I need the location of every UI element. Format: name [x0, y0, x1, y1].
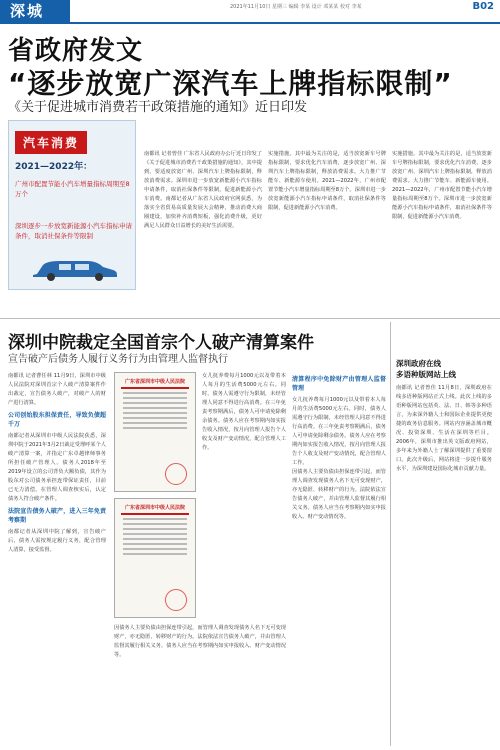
story2-headline: 深圳中院裁定全国首宗个人破产清算案件: [8, 333, 314, 353]
story2-column-3: 女儿抚养费每月1000元以及带着本人每月的生活费5000元左右。同时，债务人需遵守行为限制，未经管理人同意不得进行高消费。在三年免责考察期满后，债务人可申请免除剩余债务。债务人应在考察期内如实报告收入情况，按月向管理人报告个人收支及财产变动情况，配合管理人工作。: [202, 373, 286, 451]
lead-headline-1: 省政府发文: [8, 36, 144, 66]
court-document-image-1: [114, 372, 196, 492]
poster-title: 汽车消费: [15, 131, 87, 154]
masthead-rule: [0, 22, 500, 24]
story2-body-3: 女儿抚养费每月1000元以及带着本人每月的生活费5000元左右。同时，债务人需遵守行为限制，未经管理人同意不得进行高消费。在三年免责考察期满后，债务人可申请免除剩余债务。债务人应在考察期内如实报告收入情况，按月向管理人报告个人收支及财产变动情况，配合管理人工作。: [292, 397, 386, 466]
section-divider: [0, 318, 500, 319]
lead-subheadline: 《关于促进城市消费若干政策措施的通知》近日印发: [8, 100, 308, 115]
story2-body-2: 南都记者从深圳中院了解到，宣告破产后，债务人需按规定履行义务，配合管理人清算，接受监督。: [8, 529, 106, 553]
story2-subhead-2: 法院宣告债务人破产，进入三年免责考察期: [8, 508, 106, 524]
lead-headline-2: “逐步放宽广深汽车上牌指标限制”: [8, 67, 453, 100]
court-seal: [165, 463, 187, 485]
lead-column-2: 实施措施。其中最为关注的是，适当放宽新车号牌指标限制，要求优化汽车消费，逐步放宽广州、深圳汽车上牌指标限制，释放消费需求。大力推广节能车、新能源车使用。2021—2022年，广州市配置节能小汽车增量指标周期至8万个。深圳市进一步放宽新能源小汽车指标申请条件，取消社保条件等限制，促进新能源小汽车消费。: [268, 151, 386, 211]
page-number: B02: [472, 1, 494, 12]
document-header: 广东省深圳市中级人民法院: [124, 379, 185, 385]
story2-column-4: [292, 372, 386, 744]
masthead: [0, 0, 500, 22]
dateline: 2021年11月10日 星期三 编辑 李某 设计 邓某某 校对 李某: [230, 4, 362, 10]
lead-column-3: 实施措施。其中最为关注的是，适当放宽新车号牌指标限制，要求优化汽车消费，逐步放宽广州、深圳汽车上牌指标限制，释放消费需求。大力推广节能车、新能源车使用。2021—2022年，广州市配置节能小汽车增量指标周期至8万个。深圳市进一步放宽新能源小汽车指标申请条件，取消社保条件等限制，促进新能源小汽车消费。: [392, 151, 492, 220]
story2-subhead-3: 清算程序中免除财产由管理人监督管理: [292, 376, 386, 392]
story2-subheadline: 宣告破产后债务人履行义务行为由管理人监督执行: [8, 354, 228, 365]
story2-body-1: 南都记者从深圳市中级人民法院获悉，深圳中院于2021年3月2日裁定受理呼某个人破产清算一案，并指定广东卓越律师事务所担任破产管理人。债务人2018年至2019年设立的公司背负大额负债，其作为股东对公司债务承担连带保证责任，目前已无力清偿。在管理人调查核实后，认定债务人符合破产条件。: [8, 433, 106, 502]
court-document-image-2: [114, 498, 196, 618]
sidebar-headline-1: 深圳政府在线: [396, 359, 441, 368]
sidebar-body: 南都讯 记者曾佳 11月8日，深圳政府在线多语种版网站正式上线。此次上线的多语种版网站包括英、法、日、韩等多种语言，为来深外籍人士和国际企业提供更便捷的政务信息服务。网站内容涵盖城市概况、投资深圳、生活在深圳等栏目。2006年，深圳市推出英文版政府网站，多年来为外籍人士了解深圳提供了重要窗口。此次升级后，网站将进一步提升服务水平，为深圳建设国际化城市贡献力量。: [396, 385, 492, 472]
poster-item-2: 深圳逐步一步放宽新能源小汽车指标申请条件，取消社保条件等限制: [15, 222, 132, 240]
court-seal: [165, 589, 187, 611]
car-consumption-graphic: [8, 120, 136, 290]
lead-column-1: 南都讯 记者曾佳 广东省人民政府办公厅近日印发了《关于促进城市消费若干政策措施的通知》，其中提到，要适度放宽广州、深圳汽车上牌指标限制，释放消费需求。深圳市进一步放宽新能源小汽车指标申请条件，取消社保条件等限制，促进新能源小汽车消费。南都记者从广东省人民政府官网获悉，为落实全省贸易高质量发展大会精神，推动消费大商圈建设，加快补齐消费短板，强化消费升级，更好满足人民群众日益增长的美好生活需要。: [144, 151, 262, 229]
sidebar-headline-2: 多语种版网站上线: [396, 370, 456, 379]
section-tag: 深城: [0, 0, 70, 22]
story2-subhead-1: 公司创始股东担保责任，导致负债超千万: [8, 412, 106, 428]
column-divider: [390, 322, 391, 746]
document-header: 广东省深圳市中级人民法院: [124, 505, 185, 511]
story2-column-1: [8, 372, 106, 744]
car-icon: [29, 256, 119, 282]
story2-intro: 南都讯 记者曹任林 11月9日，深圳市中级人民法院对深圳首宗个人破产清算案件作出裁定，宣告债务人破产，对破产人的财产进行清算。: [8, 373, 106, 406]
poster-year: 2021—2022年：: [15, 162, 93, 172]
poster-item-1: 广州市配置节能小汽车增量指标周期至8万个: [15, 180, 130, 198]
story2-body-4: 因债务人主要负债由担保连带引起，而管理人调查发现债务人名下无可变现财产，亦无隐匿、转移财产的行为。法院依法宣告债务人破产，并由管理人监督其履行相关义务。债务人应当在考察期内如实申报收入、财产变动情况等。: [292, 469, 386, 520]
story2-column-2: 因债务人主要负债由担保连带引起，而管理人调查发现债务人名下无可变现财产，亦无隐匿、转移财产的行为。法院依法宣告债务人破产，并由管理人监督其履行相关义务。债务人应当在考察期内如实申报收入、财产变动情况等。: [114, 625, 286, 658]
sidebar-headline: [396, 358, 456, 380]
